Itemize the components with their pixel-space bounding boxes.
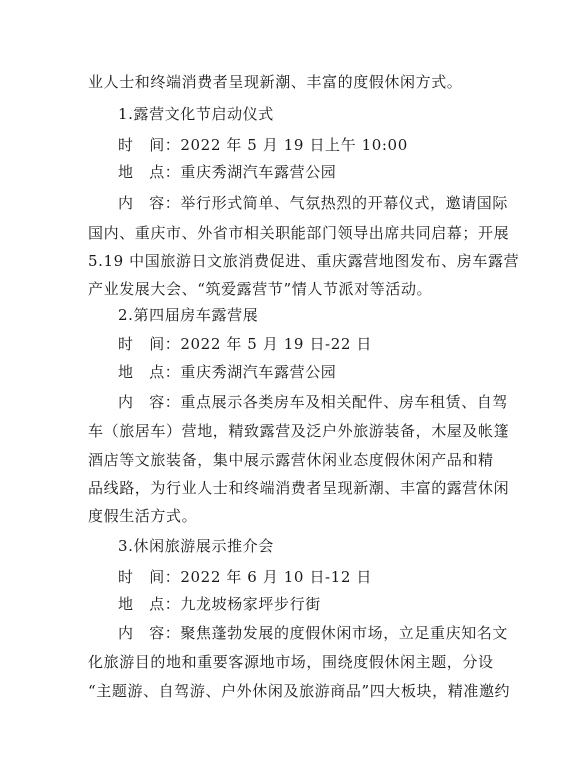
event-content-line: 内 容：举行形式简单、气氛热烈的开幕仪式，邀请国际 <box>118 194 509 212</box>
event-content-line: 内 容：聚焦蓬勃发展的度假休闲市场，立足重庆知名文 <box>118 624 509 642</box>
paragraph-line: 车（旅居车）营地，精致露营及泛户外旅游装备，木屋及帐篷 <box>88 422 510 440</box>
event-content-line: 内 容：重点展示各类房车及相关配件、房车租赁、自驾 <box>118 393 509 411</box>
event-time-line: 时 间：2022 年 5 月 19 日-22 日 <box>118 335 372 353</box>
paragraph-line: 品线路，为行业人士和终端消费者呈现新潮、丰富的露营休闲 <box>88 479 510 497</box>
paragraph-line: 5.19 中国旅游日文旅消费促进、重庆露营地图发布、房车露营 <box>88 252 520 270</box>
section-heading-opening-ceremony: 1.露营文化节启动仪式 <box>118 105 274 123</box>
event-time-line: 时 间：2022 年 6 月 10 日-12 日 <box>118 568 372 586</box>
paragraph-line: 度假生活方式。 <box>88 507 198 525</box>
paragraph-line: 国内、重庆市、外省市相关职能部门领导出席共同启幕；开展 <box>88 224 510 242</box>
section-heading-tourism-promotion: 3.休闲旅游展示推介会 <box>118 537 274 555</box>
paragraph-line: 酒店等文旅装备，集中展示露营休闲业态度假休闲产品和精 <box>88 451 494 469</box>
paragraph-line: 化旅游目的地和重要客源地市场，围绕度假休闲主题，分设 <box>88 653 494 671</box>
event-location-line: 地 点：九龙坡杨家坪步行街 <box>118 595 321 613</box>
paragraph-line: 业人士和终端消费者呈现新潮、丰富的度假休闲方式。 <box>88 73 463 91</box>
event-location-line: 地 点：重庆秀湖汽车露营公园 <box>118 363 337 381</box>
paragraph-line: “主题游、自驾游、户外休闲及旅游商品”四大板块，精准邀约 <box>88 682 511 700</box>
event-time-line: 时 间：2022 年 5 月 19 日上午 10:00 <box>118 136 408 154</box>
section-heading-rv-expo: 2.第四届房车露营展 <box>118 306 259 324</box>
event-location-line: 地 点：重庆秀湖汽车露营公园 <box>118 163 337 181</box>
paragraph-line: 产业发展大会、“筑爱露营节”情人节派对等活动。 <box>88 280 433 298</box>
